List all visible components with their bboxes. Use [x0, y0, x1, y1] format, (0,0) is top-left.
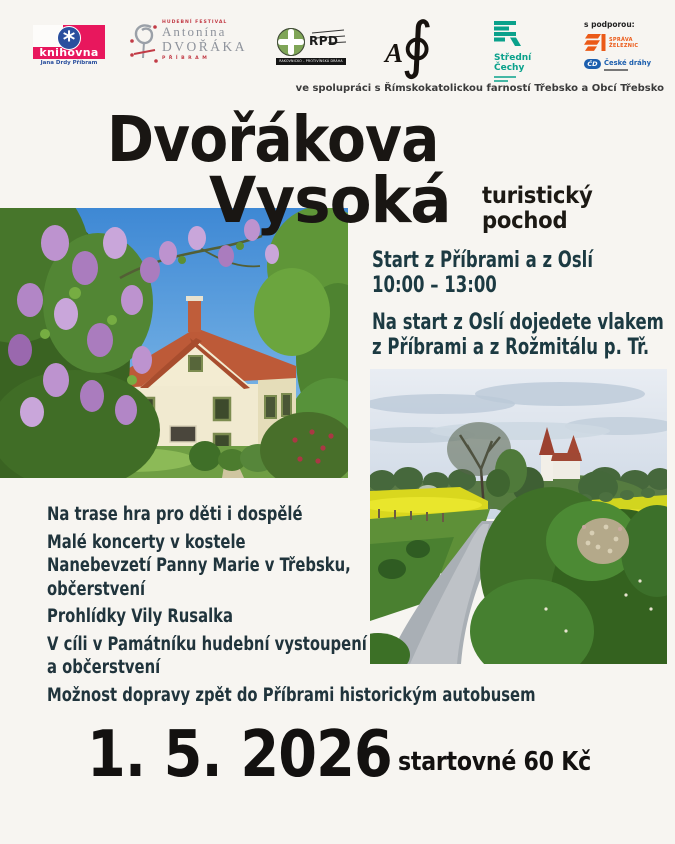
treble-clef-icon: ∮: [401, 8, 434, 81]
travel-line2: z Příbrami a z Rožmitálu p. Tř.: [372, 334, 650, 360]
festival-line2: Antonína: [162, 24, 227, 39]
library-logo-mark: [33, 25, 105, 59]
stredni-cechy-logo: [494, 21, 550, 82]
activity-item: Na trase hra pro děti i dospělé: [47, 504, 303, 525]
start-line1: Start z Příbrami a z Oslí: [372, 248, 593, 273]
ceske-drahy-logo: [584, 59, 664, 71]
sprava-zeleznic-mark-icon: [584, 34, 606, 51]
library-logo-subtitle: Jana Drdy Příbram: [40, 60, 98, 66]
library-snowflake-icon: *: [57, 26, 81, 50]
photo-country-road: [370, 369, 667, 664]
subtitle-line2: pochod: [482, 208, 568, 234]
activity-item: V cíli v Památníku hudební vystoupení a občerstvení: [47, 633, 367, 678]
festival-line4: PŘÍBRAM: [162, 56, 211, 61]
library-logo: [33, 25, 105, 68]
sprava-line2: ŽELEZNIC: [609, 42, 639, 49]
event-date: 1. 5. 2026: [87, 718, 392, 792]
activity-item: Možnost dopravy zpět do Příbrami historickým autobusem: [47, 684, 536, 706]
rpd-railway-logo: [276, 27, 346, 65]
supporters-block: [584, 20, 664, 71]
cd-label: České dráhy: [604, 59, 652, 67]
activity-item: Malé koncerty v kostele Nanebevzetí Panny Marie v Třebsku, občerstvení: [47, 531, 351, 600]
title-line2: Vysoká: [209, 164, 451, 237]
library-logo-name: knihovna: [39, 46, 99, 59]
rpd-label: RPD: [309, 34, 339, 48]
dvorak-festival-logo: [128, 20, 247, 66]
festival-line3: DVOŘÁKA: [162, 39, 247, 54]
antonin-dvorak-monogram: [383, 8, 445, 81]
title-line1: Dvořákova: [107, 103, 439, 176]
rpd-subtext: RAKOVNICKO - PROTIVÍNSKÁ DRÁHA: [276, 58, 346, 65]
sprava-zeleznic-logo: [584, 34, 664, 51]
stredni-cechy-line2: Čechy: [494, 63, 525, 73]
festival-scroll-icon: [128, 20, 158, 66]
monogram-letter-a: A: [385, 38, 404, 68]
cooperation-line: ve spolupráci s Římskokatolickou farností Třebsko a Obcí Třebsko: [295, 83, 664, 94]
subtitle: [482, 184, 592, 234]
sprava-line1: SPRÁVA: [609, 36, 633, 43]
stredni-cechy-line1: Střední: [494, 53, 532, 63]
travel-line1: Na start z Oslí dojedete vlakem: [372, 310, 664, 335]
photo-vila-rusalka: [0, 208, 348, 478]
subtitle-line1: turistický: [482, 183, 593, 209]
activity-item: Prohlídky Vily Rusalka: [47, 606, 234, 627]
start-info: [372, 249, 664, 373]
stredni-cechy-mark-icon: [494, 21, 522, 46]
support-heading: s podporou:: [584, 20, 635, 29]
festival-line1: HUDEBNÍ FESTIVAL: [162, 20, 228, 25]
entry-fee: startovné 60 Kč: [398, 747, 591, 777]
cd-badge-icon: ČD: [584, 59, 601, 69]
start-line2: 10:00 – 13:00: [372, 272, 497, 298]
